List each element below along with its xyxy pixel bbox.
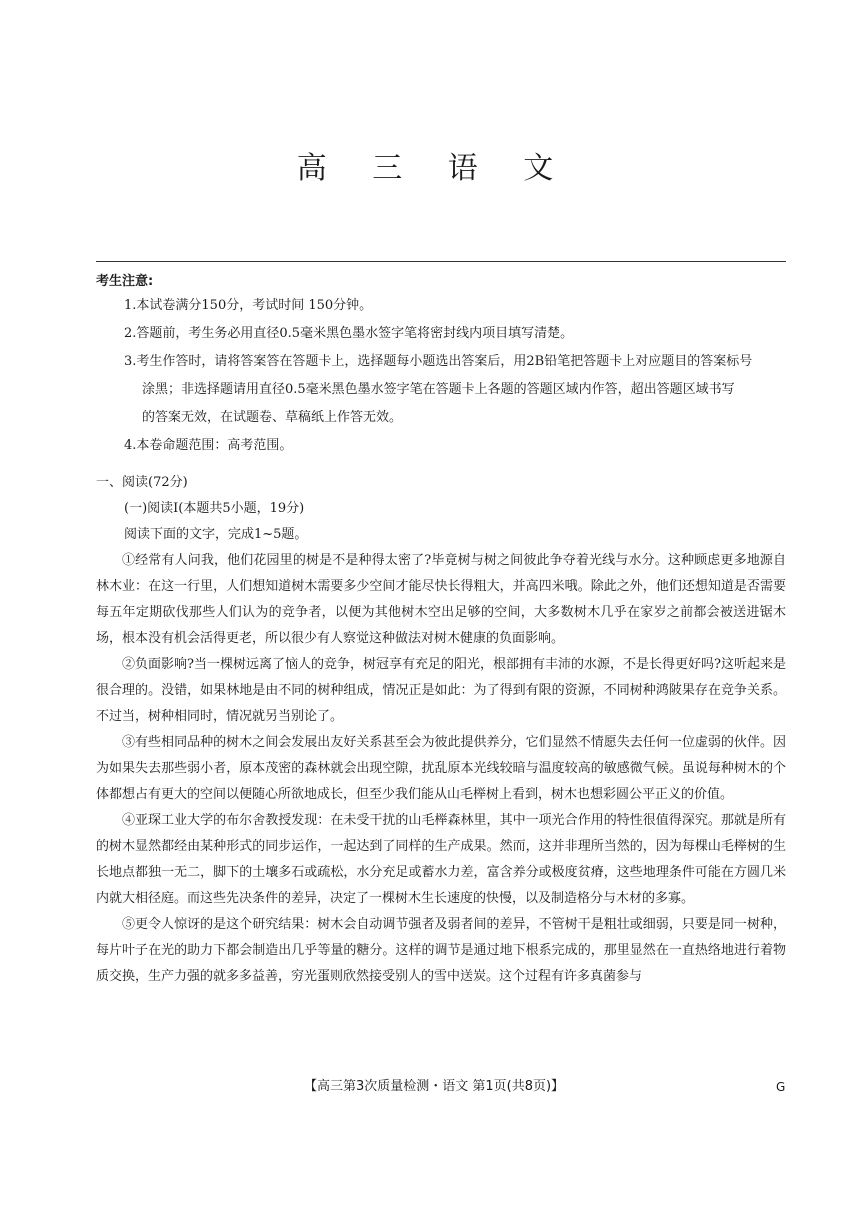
- corner-mark: G: [776, 1080, 786, 1094]
- divider: [96, 261, 786, 262]
- paragraph-1: ①经常有人问我，他们花园里的树是不是种得太密了?毕竟树与树之间彼此争夺着光线与水分。这种顾虑更多地源自林木业：在这一行里，人们想知道树木需要多少空间才能尽快长得粗大，并高四米哦。除此之外，他们还想知道是否需要每五年定期砍伐那些人们认为的竞争者，以便为其他树木空出足够的空间，大多数树木几乎在家岁之前都会被送进锯木场，根本没有机会活得更老，所以很少有人察觉这种做法对树木健康的负面影响。: [96, 553, 786, 646]
- notice-heading: 考生注意:: [96, 274, 154, 289]
- notice-item-continued: 的答案无效，在试题卷、草稿纸上作答无效。: [142, 410, 403, 425]
- passage: [96, 548, 786, 990]
- notice-item: 2.答题前，考生务必用直径0.5毫米黑色墨水签字笔将密封线内项目填写清楚。: [124, 326, 574, 341]
- page-title: 高 三 语 文: [296, 151, 572, 186]
- paragraph-4: ④亚琛工业大学的布尔舍教授发现：在未受干扰的山毛榉森林里，其中一项光合作用的特性很值得深究。那就是所有的树木显然都经由某种形式的同步运作，一起达到了同样的生产成果。然而，这并非理所当然的，因为每棵山毛榉树的生长地点都独一无二，脚下的土壤多石或疏松，水分充足或蓄水力差，富含养分或极度贫瘠，这些地理条件可能在方圆几米内就大相径庭。而这些先决条件的差异，决定了一棵树木生长速度的快慢，以及制造格分与木材的多寡。: [96, 813, 786, 906]
- notice-item: 1.本试卷满分150分，考试时间 150分钟。: [124, 298, 373, 313]
- section-heading: 一、阅读(72分): [96, 475, 188, 490]
- notice-item: 4.本卷命题范围：高考范围。: [124, 438, 293, 453]
- page-footer: 【高三第3次质量检测・语文 第1页(共8页)】: [303, 1079, 565, 1094]
- notice-item: 3.考生作答时，请将答案答在答题卡上，选择题每小题选出答案后，用2B铅笔把答题卡上对应题目的答案标号: [124, 354, 753, 369]
- notice-item-continued: 涂黑；非选择题请用直径0.5毫米黑色墨水签字笔在答题卡上各题的答题区域内作答，超出答题区域书写: [142, 382, 735, 397]
- reading-section: [96, 470, 786, 548]
- paragraph-3: ③有些相同品种的树木之间会发展出友好关系甚至会为彼此提供养分，它们显然不情愿失去任何一位虚弱的伙伴。因为如果失去那些弱小者，原本茂密的森林就会出现空隙，扰乱原本光线较暗与温度较高的敏感微气候。虽说每种树木的个体都想占有更大的空间以便随心所欲地成长，但至少我们能从山毛榉树上看到，树木也想彩圆公平正义的价值。: [96, 735, 786, 802]
- paragraph-2: ②负面影响?当一棵树远离了恼人的竞争，树冠享有充足的阳光，根部拥有丰沛的水源，不是长得更好吗?这听起来是很合理的。没错，如果林地是由不同的树种组成，情况正是如此：为了得到有限的资源，不同树种鸿陂果存在竞争关系。不过当，树种相同时，情况就另当别论了。: [96, 657, 786, 724]
- paragraph-5: ⑤更令人惊讶的是这个研究结果：树木会自动调节强者及弱者间的差异，不管树干是粗壮或细弱，只要是同一树种，每片叶子在光的助力下都会制造出几乎等量的糖分。这样的调节是通过地下根系完成的，那里显然在一直热络地进行着物质交换，生产力强的就多多益善，穷光蛋则欣然接受别人的雪中送炭。这个过程有许多真菌参与: [96, 917, 786, 984]
- instruction-text: 阅读下面的文字，完成1~5题。: [124, 527, 308, 542]
- subsection-heading: (一)阅读Ⅰ(本题共5小题，19分): [124, 501, 305, 516]
- notice-list: [96, 292, 786, 460]
